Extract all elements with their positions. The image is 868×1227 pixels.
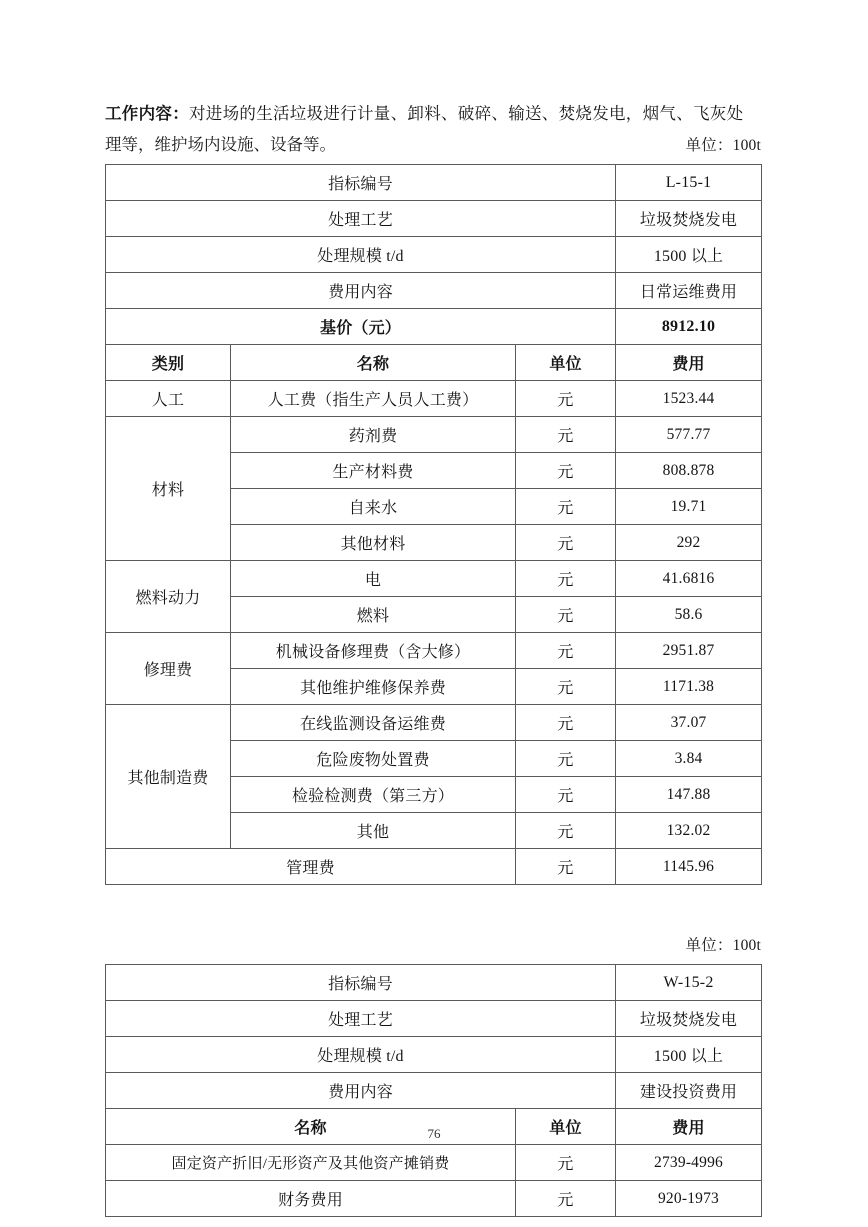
item-fee: 2951.87	[616, 633, 762, 669]
item-name: 其他材料	[231, 525, 516, 561]
item-name: 机械设备修理费（含大修）	[231, 633, 516, 669]
table-row	[106, 705, 762, 741]
item-fee: 1145.96	[616, 849, 762, 885]
table-header-row	[106, 345, 762, 381]
column-header-unit: 单位	[516, 345, 616, 381]
table-row	[106, 165, 762, 201]
item-name: 检验检测费（第三方）	[231, 777, 516, 813]
spec-value: W-15-2	[616, 965, 762, 1001]
table-gap	[105, 885, 761, 931]
item-unit: 元	[516, 1145, 616, 1181]
item-name: 在线监测设备运维费	[231, 705, 516, 741]
spec-value: 1500 以上	[616, 237, 762, 273]
table-row	[106, 633, 762, 669]
table-row-base-price	[106, 309, 762, 345]
item-unit: 元	[516, 777, 616, 813]
table-row	[106, 1145, 762, 1181]
item-unit: 元	[516, 741, 616, 777]
item-fee: 292	[616, 525, 762, 561]
item-fee: 41.6816	[616, 561, 762, 597]
item-name: 燃料	[231, 597, 516, 633]
item-fee: 3.84	[616, 741, 762, 777]
table-row	[106, 965, 762, 1001]
item-fee: 19.71	[616, 489, 762, 525]
item-unit: 元	[516, 813, 616, 849]
column-header-name: 名称	[106, 1109, 516, 1145]
spec-value: 1500 以上	[616, 1037, 762, 1073]
item-fee: 147.88	[616, 777, 762, 813]
item-unit: 元	[516, 633, 616, 669]
item-fee: 577.77	[616, 417, 762, 453]
item-unit: 元	[516, 849, 616, 885]
item-fee: 1523.44	[616, 381, 762, 417]
item-unit: 元	[516, 453, 616, 489]
work-content-line2: 理等，维护场内设施、设备等。	[105, 135, 336, 154]
table-row	[106, 1001, 762, 1037]
item-unit: 元	[516, 525, 616, 561]
table-row-management-fee	[106, 849, 762, 885]
table-row	[106, 1181, 762, 1217]
table-row	[106, 1037, 762, 1073]
page-content	[105, 98, 761, 1217]
spec-value: 垃圾焚烧发电	[616, 201, 762, 237]
work-content-line2-row	[105, 129, 761, 161]
table-row	[106, 273, 762, 309]
item-fee: 1171.38	[616, 669, 762, 705]
investment-cost-table	[105, 964, 762, 1217]
item-name: 其他维护维修保养费	[231, 669, 516, 705]
table-row	[106, 381, 762, 417]
item-name: 危险废物处置费	[231, 741, 516, 777]
item-name: 固定资产折旧/无形资产及其他资产摊销费	[106, 1145, 516, 1181]
work-content-label: 工作内容：	[105, 104, 189, 123]
item-fee: 920-1973	[616, 1181, 762, 1217]
spec-label: 处理工艺	[106, 1001, 616, 1037]
spec-label: 费用内容	[106, 1073, 616, 1109]
table1-unit-note: 单位：100t	[685, 137, 761, 154]
spec-label: 费用内容	[106, 273, 616, 309]
item-fee: 37.07	[616, 705, 762, 741]
table-row	[106, 1073, 762, 1109]
column-header-name: 名称	[231, 345, 516, 381]
item-unit: 元	[516, 1181, 616, 1217]
item-unit: 元	[516, 705, 616, 741]
column-header-unit: 单位	[516, 1109, 616, 1145]
item-name: 生产材料费	[231, 453, 516, 489]
spec-value: 垃圾焚烧发电	[616, 1001, 762, 1037]
base-price-value: 8912.10	[616, 309, 762, 345]
item-name: 人工费（指生产人员人工费）	[231, 381, 516, 417]
category-cell: 修理费	[106, 633, 231, 705]
spec-value: 建设投资费用	[616, 1073, 762, 1109]
column-header-fee: 费用	[616, 345, 762, 381]
page-number: 76	[427, 1126, 441, 1141]
item-fee: 132.02	[616, 813, 762, 849]
item-unit: 元	[516, 417, 616, 453]
category-cell: 其他制造费	[106, 705, 231, 849]
operation-cost-table	[105, 164, 762, 885]
table2-unit-note: 单位：100t	[685, 937, 761, 954]
spec-label: 处理工艺	[106, 201, 616, 237]
category-cell: 燃料动力	[106, 561, 231, 633]
spec-value: L-15-1	[616, 165, 762, 201]
spec-label: 指标编号	[106, 165, 616, 201]
item-unit: 元	[516, 489, 616, 525]
item-fee: 2739-4996	[616, 1145, 762, 1181]
item-unit: 元	[516, 669, 616, 705]
table-row	[106, 417, 762, 453]
table-row	[106, 561, 762, 597]
item-name: 财务费用	[106, 1181, 516, 1217]
item-unit: 元	[516, 381, 616, 417]
column-header-category: 类别	[106, 345, 231, 381]
table-row	[106, 201, 762, 237]
item-unit: 元	[516, 597, 616, 633]
work-content-line1: 对进场的生活垃圾进行计量、卸料、破碎、输送、焚烧发电，烟气、飞灰处	[189, 104, 744, 123]
item-name: 自来水	[231, 489, 516, 525]
item-name: 药剂费	[231, 417, 516, 453]
spec-value: 日常运维费用	[616, 273, 762, 309]
item-name: 管理费	[106, 849, 516, 885]
item-fee: 808.878	[616, 453, 762, 489]
table2-unit-note-row	[105, 931, 761, 961]
column-header-fee: 费用	[616, 1109, 762, 1145]
item-name: 其他	[231, 813, 516, 849]
spec-label: 处理规模 t/d	[106, 237, 616, 273]
category-cell: 材料	[106, 417, 231, 561]
spec-label: 指标编号	[106, 965, 616, 1001]
table-row	[106, 237, 762, 273]
item-fee: 58.6	[616, 597, 762, 633]
category-cell: 人工	[106, 381, 231, 417]
spec-label: 处理规模 t/d	[106, 1037, 616, 1073]
item-name: 电	[231, 561, 516, 597]
item-unit: 元	[516, 561, 616, 597]
base-price-label: 基价（元）	[106, 309, 616, 345]
work-content-paragraph	[105, 98, 761, 129]
